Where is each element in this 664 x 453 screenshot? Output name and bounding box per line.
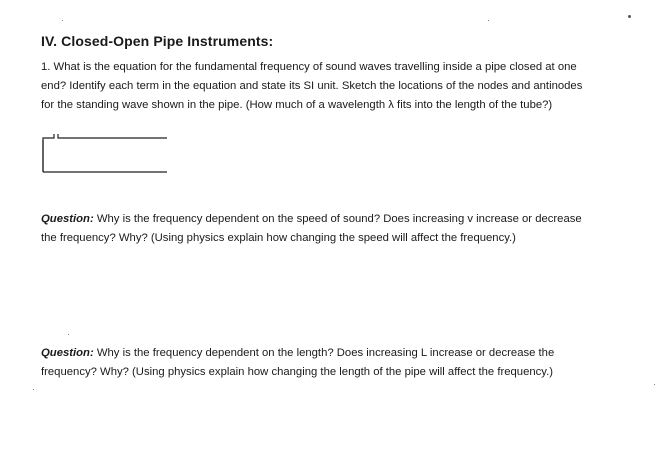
- question-3-text-1: Why is the frequency dependent on the length? Does increasing L increase or decrease the: [93, 347, 555, 359]
- question-3-line-2: frequency? Why? (Using physics explain how changing the length of the pipe will affect the frequency.): [41, 366, 554, 378]
- question-2-text-1: Why is the frequency dependent on the speed of sound? Does increasing v increase or decrease: [93, 213, 582, 225]
- scan-speck: [68, 334, 69, 335]
- question-1-line-1: 1. What is the equation for the fundamental frequency of sound waves travelling inside a pipe closed at one: [41, 61, 577, 73]
- section-heading: IV. Closed-Open Pipe Instruments:: [41, 33, 274, 49]
- question-1: [41, 58, 582, 115]
- question-2: [41, 210, 582, 248]
- scan-speck: [62, 20, 63, 21]
- question-2-label: Question:: [41, 213, 94, 225]
- scan-speck: [654, 384, 655, 385]
- scan-speck: [488, 20, 489, 21]
- question-2-line-1: [41, 210, 582, 229]
- question-3: [41, 344, 554, 382]
- scan-speck: [628, 15, 631, 18]
- question-3-label: Question:: [41, 347, 94, 359]
- question-3-line-1: [41, 344, 554, 363]
- pipe-top-wall: [43, 134, 167, 140]
- question-1-line-3: for the standing wave shown in the pipe. (How much of a wavelength λ fits into the length of the tube?): [41, 99, 553, 111]
- closed-open-pipe-diagram: [36, 128, 171, 176]
- question-2-line-2: the frequency? Why? (Using physics explain how changing the speed will affect the frequency.): [41, 232, 516, 244]
- question-1-line-2: end? Identify each term in the equation and state its SI unit. Sketch the locations of the nodes and antinodes: [41, 80, 583, 92]
- scan-speck: [33, 389, 34, 390]
